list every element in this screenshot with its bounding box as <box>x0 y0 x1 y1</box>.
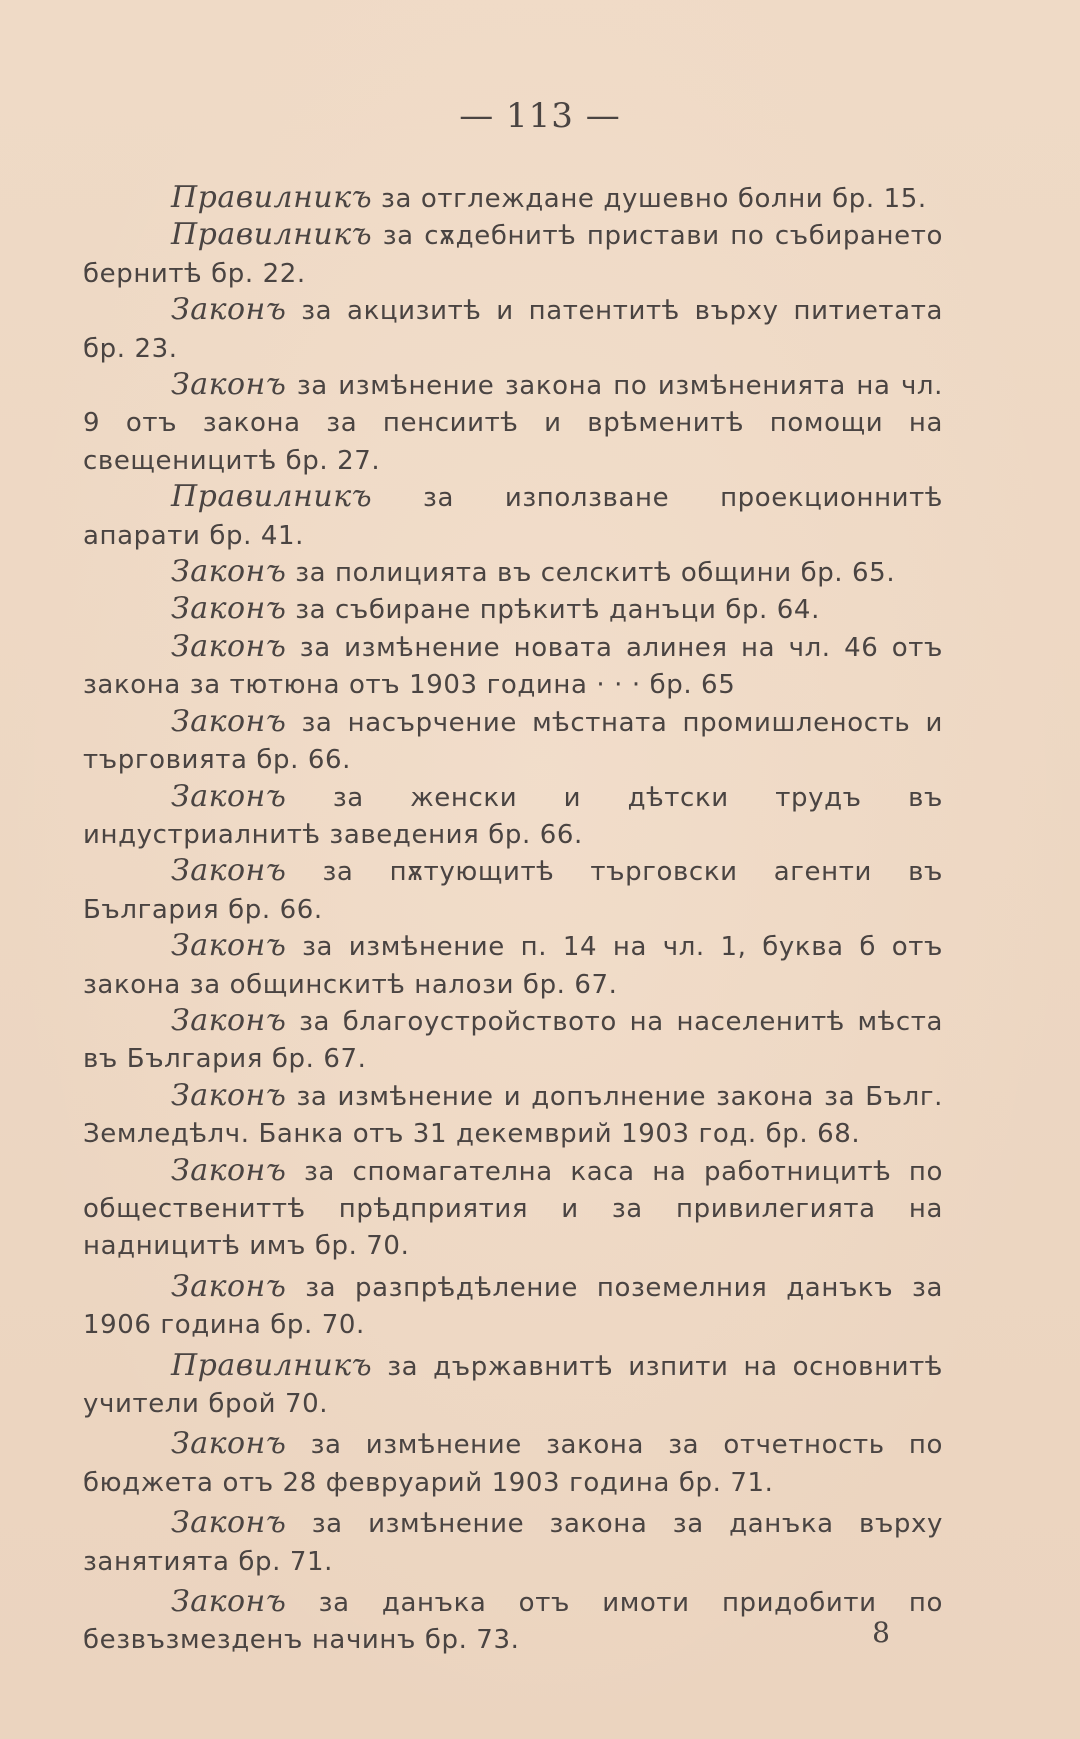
entry-title: Правилникъ <box>171 479 373 515</box>
list-item <box>83 367 943 479</box>
entry-text: за събиране прѣкитѣ данъци бр. 64. <box>295 595 820 626</box>
entry-text: за използване проекционнитѣ апарати бр. 41. <box>83 483 943 551</box>
entry-title: Правилникъ <box>171 217 373 253</box>
entry-text: за измѣнение закона за данъка върху занятията бр. 71. <box>83 1509 944 1577</box>
entry-text: за насърчение мѣстната промишленость и търговията бр. 66. <box>83 707 943 776</box>
list-item <box>83 1426 943 1501</box>
page-number: — 113 — <box>459 96 621 136</box>
entry-title: Законъ <box>171 1505 287 1541</box>
entry-title: Законъ <box>171 778 287 814</box>
entry-title: Законъ <box>171 1077 287 1113</box>
entry-text: за акцизитѣ и патентитѣ върху питиетата бр. 23. <box>83 296 943 364</box>
entry-text: за разпрѣдѣление поземелния данъкъ за 1906 година бр. 70. <box>83 1272 943 1341</box>
entry-title: Законъ <box>171 1268 287 1304</box>
list-item <box>83 704 943 779</box>
list-item <box>83 554 943 591</box>
entry-title: Правилникъ <box>171 1347 373 1383</box>
entry-text: за измѣнение закона за отчетность по бюджета отъ 28 февруарий 1903 година бр. 71. <box>83 1430 943 1498</box>
entry-title: Законъ <box>171 591 287 627</box>
entry-title: Законъ <box>171 628 287 664</box>
list-item <box>83 1584 943 1659</box>
list-item <box>83 779 943 854</box>
entry-title: Законъ <box>171 1426 287 1462</box>
list-item <box>83 591 943 628</box>
entry-title: Законъ <box>171 1002 287 1038</box>
entry-text: за измѣнение закона по измѣненията на чл. 9 отъ закона за пенсиитѣ и врѣменитѣ помощи на свещеницитѣ бр. 27. <box>83 371 944 476</box>
list-item <box>83 1003 943 1078</box>
list-item <box>83 853 943 928</box>
list-item <box>83 1078 943 1153</box>
entry-title: Законъ <box>171 1584 287 1620</box>
list-item <box>83 629 943 704</box>
entry-title: Правилникъ <box>171 180 373 215</box>
entry-text: за спомагателна каса на работницитѣ по обществениттѣ прѣдприятия и за привилегията на надницитѣ имъ бр. 70. <box>83 1156 943 1262</box>
entry-text: за данъка отъ имоти придобити по безвъзмезденъ начинъ бр. 73. <box>83 1588 943 1656</box>
entry-text: за полицията въ селскитѣ общини бр. 65. <box>295 558 896 589</box>
entry-title: Законъ <box>171 853 287 889</box>
entry-text: за женски и дѣтски трудъ въ индустриалнитѣ заведения бр. 66. <box>83 782 943 850</box>
list-item <box>83 1505 943 1580</box>
entry-title: Законъ <box>171 703 287 739</box>
entry-text: за благоустройството на населенитѣ мѣста въ България бр. 67. <box>83 1006 943 1075</box>
entry-title: Законъ <box>171 292 287 328</box>
signature-number: 8 <box>872 1616 890 1649</box>
entry-title: Законъ <box>171 1152 287 1188</box>
list-item <box>83 479 943 554</box>
entry-text: за пѫтующитѣ търговски агенти въ България бр. 66. <box>83 857 943 925</box>
law-list <box>83 180 943 1659</box>
list-item <box>83 928 943 1003</box>
entry-text: за измѣнение и допълнение закона за Бълг. Земледѣлч. Банка отъ 31 декемврий 1903 год. бр. 68. <box>83 1081 943 1150</box>
entry-text: за измѣнение новата алинея на чл. 46 отъ закона за тютюна отъ 1903 година · · · бр. 65 <box>83 632 944 701</box>
list-item <box>83 180 943 217</box>
entry-text: за сѫдебнитѣ пристави по събирането бернитѣ бр. 22. <box>83 221 943 289</box>
entry-title: Законъ <box>171 554 287 590</box>
list-item <box>83 1153 943 1265</box>
list-item <box>83 292 943 367</box>
list-item <box>83 217 943 292</box>
list-item <box>83 1269 943 1344</box>
entry-text: за държавнитѣ изпити на основнитѣ учители брой 70. <box>83 1351 943 1419</box>
entry-text: за измѣнение п. 14 на чл. 1, буква б отъ закона за общинскитѣ налози бр. 67. <box>83 932 943 1000</box>
entry-title: Законъ <box>171 367 287 403</box>
entry-title: Законъ <box>171 928 287 964</box>
list-item <box>83 1348 943 1423</box>
entry-text: за отглеждане душевно болни бр. 15. <box>381 184 927 214</box>
